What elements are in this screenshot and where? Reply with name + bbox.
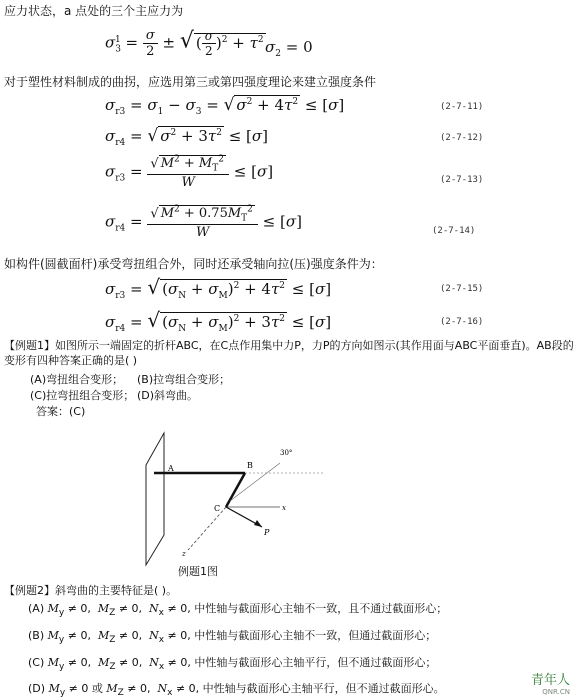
sigma2-equation: $\sigma_2 = 0$ <box>265 38 313 59</box>
label-p: P <box>264 528 270 537</box>
example1-option-a: (A)弯扭组合变形； <box>30 373 124 386</box>
example1-option-b: (B)拉弯组合变形； <box>137 373 231 386</box>
example1-figure <box>130 425 340 570</box>
eq-tag: (2-7-11) <box>440 102 484 112</box>
watermark-logo: 青年人 QNR.CN <box>530 673 570 696</box>
example2-option-d: (D) $M_y \ne 0$ 或 $M_Z \ne 0$, $N_x \ne 0$, 中性轴与截面形心主轴平行，但不通过截面形心。 <box>28 682 445 699</box>
label-a: A <box>168 464 174 473</box>
eq-tag: (2-7-13) <box>440 175 484 185</box>
equation-2-7-14: $\sigma_{r4}$ = $\frac{√ M^2 + 0.75M_T^2}{W}$ ≤ [σ] <box>105 205 302 240</box>
equation-2-7-11: $\sigma_{r3} = \sigma_1 - \sigma_3$ = √ $\sigma^2 + 4\tau^2 \le [\sigma]$ <box>105 95 345 117</box>
figure-caption: 例题1图 <box>178 565 218 578</box>
equation-2-7-16: $\sigma_{r4}$ = √ $(\sigma_N + \sigma_M)^2 + 3\tau^2 \le [\sigma]$ <box>105 308 332 334</box>
equation-2-7-13: $\sigma_{r3}$ = $\frac{√ M^2 + M_T^2}{W}$ ≤ [σ] <box>105 155 274 190</box>
label-z: z <box>182 550 186 558</box>
principal-stress-equation: $\sigma_3^1$ = $\frac{\sigma}{2}$ ± √ ( $\frac{\sigma}{2}$ )$^2 + \tau^2$ <box>105 28 264 59</box>
intro-text: 应力状态，a 点处的三个主应力为 <box>4 4 184 18</box>
z-axis <box>188 507 226 550</box>
fixed-wall <box>146 433 164 565</box>
example2-option-a: (A) $M_y \ne 0$, $M_Z \ne 0$, $N_x \ne 0$, 中性轴与截面形心主轴不一致，且不通过截面形心； <box>28 602 448 619</box>
example2-option-b: (B) $M_y \ne 0$, $M_Z \ne 0$, $N_x \ne 0$, 中性轴与截面形心主轴不一致，但通过截面形心； <box>28 629 437 646</box>
eq-tag: (2-7-14) <box>432 226 476 236</box>
eq-tag: (2-7-12) <box>440 133 484 143</box>
example1-option-c: (C)拉弯扭组合变形； <box>30 389 135 402</box>
example1-question: 【例题1】如图所示一端固定的折杆ABC，在C点作用集中力P，力P的方向如图示(其作用面与ABC平面垂直)。AB段的变形有四种答案正确的是( ) <box>4 339 574 367</box>
criteria-intro: 对于塑性材料制成的曲拐，应选用第三或第四强度理论来建立强度条件 <box>4 75 377 89</box>
axial-intro: 如构件(圆截面杆)承受弯扭组合外，同时还承受轴向拉(压)强度条件为： <box>4 257 383 271</box>
label-b: B <box>247 461 253 470</box>
example1-answer: 答案：(C) <box>36 405 86 418</box>
eq-tag: (2-7-16) <box>440 317 484 327</box>
example2-question: 【例题2】斜弯曲的主要特征是( )。 <box>4 584 178 597</box>
label-x: x <box>282 504 286 512</box>
eq-tag: (2-7-15) <box>440 284 484 294</box>
equation-2-7-15: $\sigma_{r3}$ = √ $(\sigma_N + \sigma_M)^2 + 4\tau^2 \le [\sigma]$ <box>105 275 332 301</box>
label-angle: 30° <box>280 449 293 457</box>
equation-2-7-12: $\sigma_{r4}$ = √ $\sigma^2 + 3\tau^2 \le [\sigma]$ <box>105 126 268 148</box>
example1-option-d: (D)斜弯曲。 <box>137 389 199 402</box>
example2-option-c: (C) $M_y \ne 0$, $M_Z \ne 0$, $N_x \ne 0$, 中性轴与截面形心主轴平行，但不通过截面形心； <box>28 656 437 673</box>
label-c: C <box>214 504 221 513</box>
